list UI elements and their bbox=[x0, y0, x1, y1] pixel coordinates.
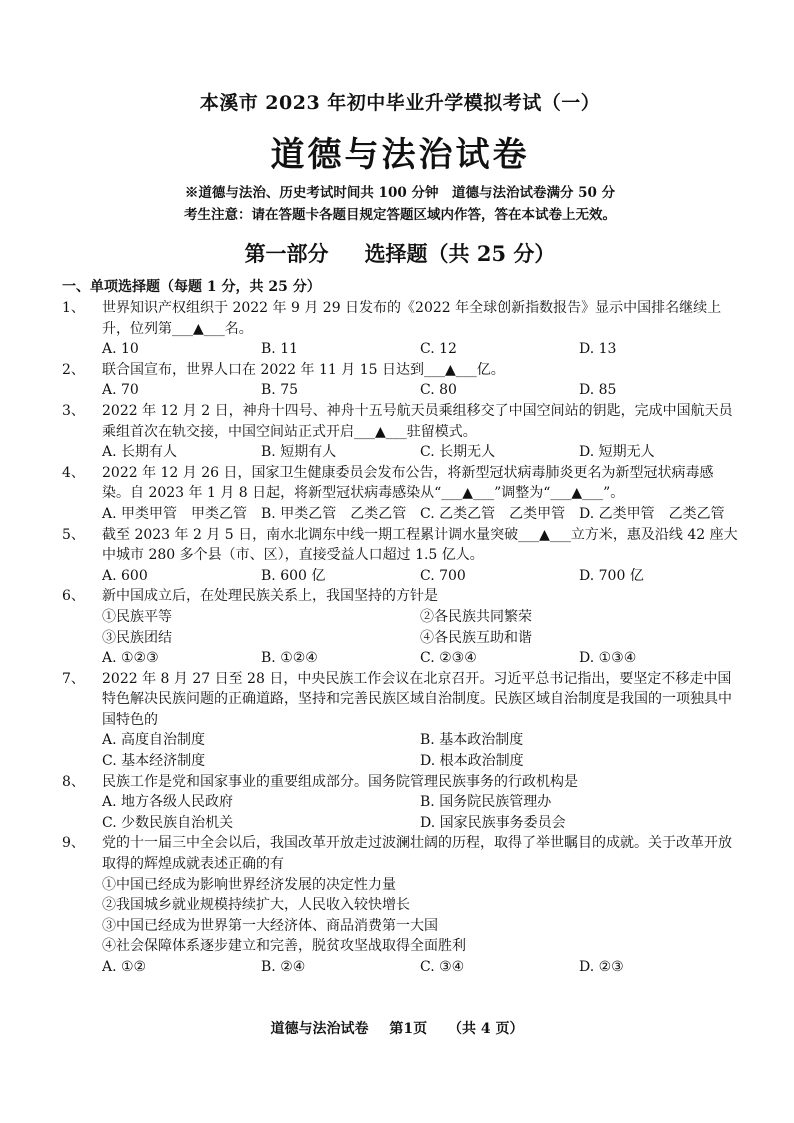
option-list bbox=[62, 957, 738, 978]
answer-option: A. 甲类甲管 甲类乙管 bbox=[102, 505, 248, 522]
question-item bbox=[62, 772, 738, 834]
question-stem: 联合国宣布，世界人口在 2022 年 11 月 15 日达到___▲___亿。 bbox=[102, 361, 505, 378]
option-list bbox=[62, 504, 738, 525]
answer-option: D. 700 亿 bbox=[579, 567, 644, 584]
section-part: 第一部分 bbox=[244, 241, 329, 266]
answer-option: B. 600 亿 bbox=[261, 567, 326, 584]
answer-option: C. 12 bbox=[420, 341, 457, 358]
statement-item: ③民族团结 bbox=[102, 629, 172, 646]
answer-option: D. 85 bbox=[579, 382, 617, 399]
statement-item: ②我国城乡就业规模持续扩大，人民收入较快增长 bbox=[102, 897, 410, 914]
question-number: 3、 bbox=[62, 402, 85, 419]
question-number: 9、 bbox=[62, 835, 85, 852]
question-stem: 2022 年 8 月 27 日至 28 日，中央民族工作会议在北京召开。习近平总书记指出，要坚定不移走中国特色解决民族问题的正确道路，坚持和完善民族区域自治制度。民族区域自治制度是我国的一项独具中国特色的 bbox=[102, 670, 732, 728]
statement-item: ②各民族共同繁荣 bbox=[420, 608, 532, 625]
option-list bbox=[62, 730, 738, 771]
answer-option: C. 长期无人 bbox=[420, 444, 496, 461]
answer-option: C. ③④ bbox=[420, 959, 465, 975]
question-stem: 截至 2023 年 2 月 5 日，南水北调东中线一期工程累计调水量突破___▲___立方米，惠及沿线 42 座大中城市 280 多个县（市、区），直接受益人口超过 1.5 亿人。 bbox=[102, 526, 738, 564]
footer-subject: 道德与法治试卷 bbox=[270, 1021, 369, 1037]
statement-item: ④社会保障体系逐步建立和完善，脱贫攻坚战取得全面胜利 bbox=[102, 938, 466, 955]
question-number: 6、 bbox=[62, 588, 85, 605]
question-item bbox=[62, 401, 738, 463]
answer-option: C. 700 bbox=[420, 567, 466, 584]
answer-option: A. ①② bbox=[102, 959, 147, 975]
footer-page: 第1页 bbox=[389, 1021, 428, 1037]
question-stem: 2022 年 12 月 2 日，神舟十四号、神舟十五号航天员乘组移交了中国空间站的钥匙，完成中国航天员乘组首次在轨交接，中国空间站正式开启___▲___驻留模式。 bbox=[102, 402, 733, 440]
option-list bbox=[62, 792, 738, 833]
answer-option: B. ②④ bbox=[261, 959, 306, 975]
answer-option: B. 11 bbox=[261, 341, 299, 358]
answer-option: D. ①③④ bbox=[579, 650, 637, 667]
answer-option: D. 乙类甲管 乙类乙管 bbox=[579, 505, 725, 522]
footer-total: （共 4 页） bbox=[448, 1021, 524, 1037]
question-item bbox=[62, 360, 738, 401]
question-stem: 2022 年 12 月 26 日，国家卫生健康委员会发布公告，将新型冠状病毒肺炎更名为新型冠状病毒感染。自 2023 年 1 月 8 日起，将新型冠状病毒感染从“___▲___”调整为“___▲___”。 bbox=[102, 464, 714, 502]
question-stem: 民族工作是党和国家事业的重要组成部分。国务院管理民族事务的行政机构是 bbox=[102, 773, 578, 790]
answer-option: A. ①②③ bbox=[102, 650, 159, 667]
question-number: 1、 bbox=[62, 300, 85, 316]
question-number: 4、 bbox=[62, 464, 85, 481]
statement-item: ④各民族互助和谐 bbox=[420, 629, 532, 646]
question-number: 5、 bbox=[62, 526, 85, 543]
part-one-heading: 一、单项选择题（每题 1 分，共 25 分） bbox=[62, 279, 321, 295]
answer-option: B. 基本政治制度 bbox=[420, 732, 524, 749]
answer-option: D. 根本政治制度 bbox=[420, 753, 524, 770]
page-footer bbox=[0, 1018, 794, 1038]
answer-option: D. 国家民族事务委员会 bbox=[420, 814, 566, 831]
option-list bbox=[62, 648, 738, 669]
statement-list bbox=[62, 607, 738, 648]
question-stem: 党的十一届三中全会以后，我国改革开放走过波澜壮阔的历程，取得了举世瞩目的成就。关于改革开放取得的辉煌成就表述正确的有 bbox=[102, 835, 732, 873]
option-list bbox=[62, 380, 738, 401]
question-number: 2、 bbox=[62, 361, 85, 378]
question-list bbox=[62, 298, 738, 978]
statement-list bbox=[62, 875, 738, 957]
answer-option: C. 少数民族自治机关 bbox=[102, 814, 234, 831]
answer-option: D. 13 bbox=[579, 341, 617, 358]
answer-option: B. 75 bbox=[261, 382, 299, 399]
answer-option: B. 国务院民族管理办 bbox=[420, 794, 552, 811]
subject-title: 道德与法治试卷 bbox=[270, 135, 530, 175]
question-item bbox=[62, 463, 738, 525]
answer-option: A. 10 bbox=[102, 341, 139, 358]
answer-option: B. ①②④ bbox=[261, 650, 318, 667]
answer-option: C. ②③④ bbox=[420, 650, 477, 667]
exam-title: 本溪市 2023 年初中毕业升学模拟考试（一） bbox=[199, 92, 601, 114]
question-item bbox=[62, 525, 738, 587]
answer-option: C. 80 bbox=[420, 382, 457, 399]
time-note: ※道德与法治、历史考试时间共 100 分钟 道德与法治试卷满分 50 分 bbox=[184, 185, 616, 201]
answer-option: D. ②③ bbox=[579, 959, 624, 975]
statement-item: ①中国已经成为影响世界经济发展的决定性力量 bbox=[102, 876, 396, 893]
answer-option: D. 短期无人 bbox=[579, 444, 655, 461]
answer-option: A. 70 bbox=[102, 382, 139, 399]
option-list bbox=[62, 566, 738, 587]
question-item bbox=[62, 669, 738, 772]
statement-item: ①民族平等 bbox=[102, 608, 172, 625]
section-name: 选择题（共 25 分） bbox=[364, 241, 556, 266]
answer-option: A. 高度自治制度 bbox=[102, 732, 206, 749]
answer-option: A. 地方各级人民政府 bbox=[102, 794, 234, 811]
answer-option: C. 基本经济制度 bbox=[102, 753, 206, 770]
question-stem: 世界知识产权组织于 2022 年 9 月 29 日发布的《2022 年全球创新指数报告》显示中国排名继续上升，位列第___▲___名。 bbox=[102, 300, 722, 337]
question-stem: 新中国成立后，在处理民族关系上，我国坚持的方针是 bbox=[102, 588, 438, 605]
candidate-notice: 考生注意：请在答题卡各题目规定答题区域内作答，答在本试卷上无效。 bbox=[184, 207, 616, 223]
question-item bbox=[62, 586, 738, 668]
answer-option: B. 甲类乙管 乙类乙管 bbox=[261, 505, 407, 522]
question-item bbox=[62, 298, 738, 360]
answer-option: A. 长期有人 bbox=[102, 444, 178, 461]
question-item bbox=[62, 833, 738, 977]
option-list bbox=[62, 339, 738, 360]
answer-option: C. 乙类乙管 乙类甲管 bbox=[420, 505, 566, 522]
answer-option: A. 600 bbox=[102, 567, 148, 584]
question-number: 7、 bbox=[62, 670, 85, 687]
option-list bbox=[62, 442, 738, 463]
statement-item: ③中国已经成为世界第一大经济体、商品消费第一大国 bbox=[102, 917, 438, 934]
question-number: 8、 bbox=[62, 773, 85, 790]
section-title bbox=[62, 238, 738, 268]
answer-option: B. 短期有人 bbox=[261, 444, 337, 461]
